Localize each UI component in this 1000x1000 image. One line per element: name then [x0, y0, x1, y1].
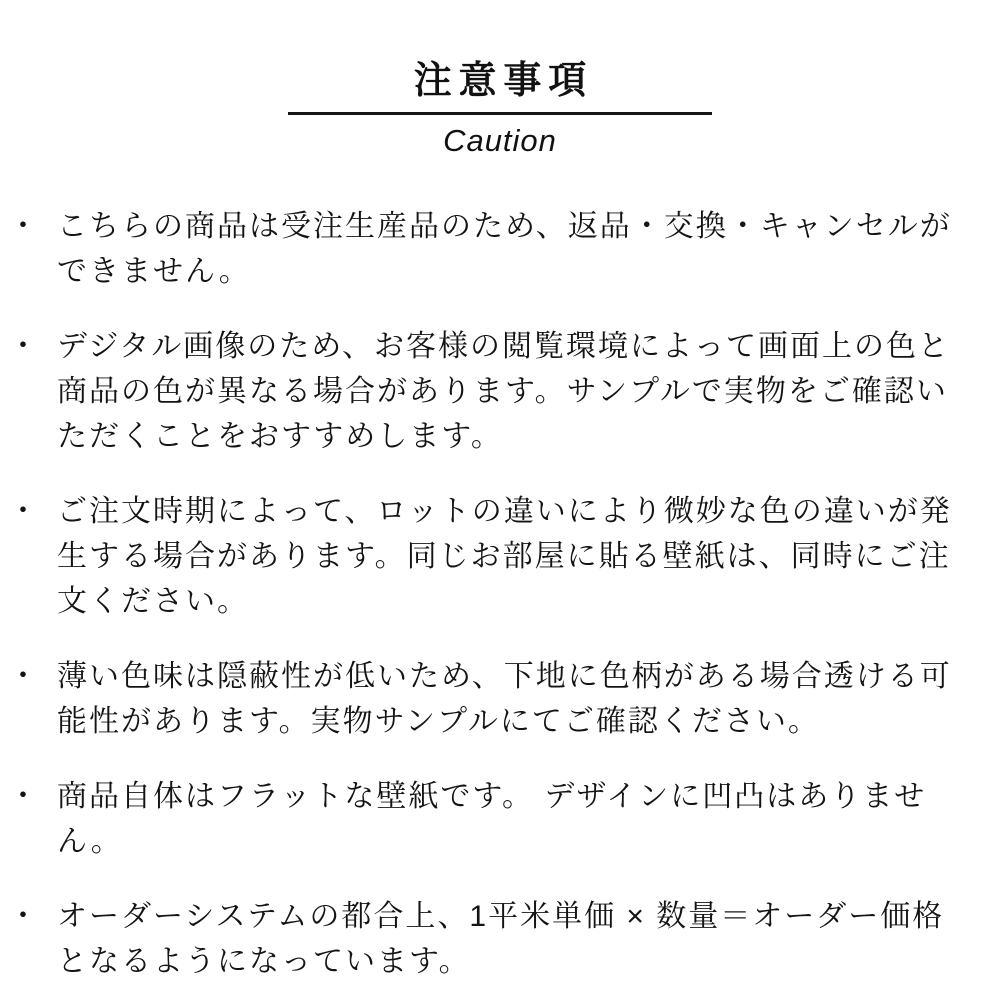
caution-list	[0, 204, 1000, 984]
bullet-icon: ・	[8, 210, 38, 243]
page-header	[0, 0, 1000, 158]
bullet-icon: ・	[8, 660, 38, 693]
title-divider	[288, 112, 712, 115]
list-item	[8, 204, 956, 294]
note-text: オーダーシステムの都合上、1平米単価 × 数量＝オーダー価格となるようになっています。	[57, 900, 945, 978]
page-subtitle: Caution	[443, 123, 557, 158]
note-text: ご注文時期によって、ロットの違いにより微妙な色の違いが発生する場合があります。同じお部屋に貼る壁紙は、同時にご注文ください。	[57, 495, 952, 618]
bullet-icon: ・	[8, 330, 38, 363]
bullet-icon: ・	[8, 900, 38, 933]
note-text: 薄い色味は隠蔽性が低いため、下地に色柄がある場合透ける可能性があります。実物サンプルにてご確認ください。	[57, 660, 952, 738]
note-text: デジタル画像のため、お客様の閲覧環境によって画面上の色と商品の色が異なる場合があります。サンプルで実物をご確認いただくことをおすすめします。	[57, 330, 950, 453]
bullet-icon: ・	[8, 780, 38, 813]
list-item	[8, 489, 956, 624]
list-item	[8, 774, 956, 864]
list-item	[8, 324, 956, 459]
page-title: 注意事項	[413, 60, 594, 102]
note-text: こちらの商品は受注生産品のため、返品・交換・キャンセルができません。	[57, 210, 952, 288]
list-item	[8, 894, 956, 984]
list-item	[8, 654, 956, 744]
note-text: 商品自体はフラットな壁紙です。 デザインに凹凸はありません。	[57, 780, 927, 858]
bullet-icon: ・	[8, 495, 38, 528]
